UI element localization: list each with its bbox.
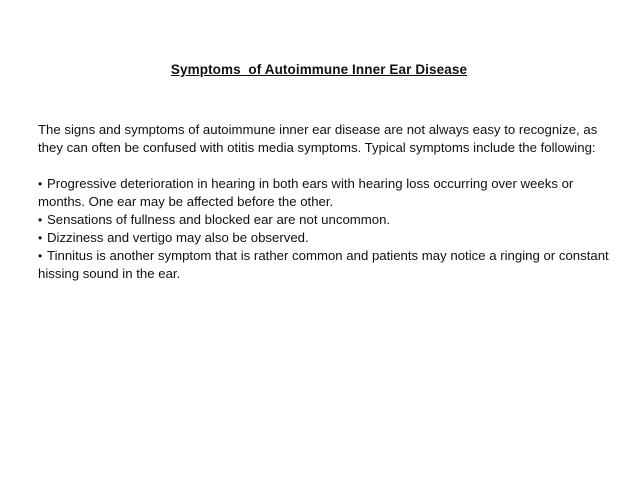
symptom-list (38, 175, 610, 283)
bullet-icon: • (38, 213, 43, 227)
list-item-text: Tinnitus is another symptom that is rather common and patients may notice a ringing or constant hissing sound in the ear. (38, 248, 609, 281)
list-item-text: Progressive deterioration in hearing in both ears with hearing loss occurring over weeks or months. One ear may be affected before the other. (38, 176, 574, 209)
intro-paragraph: The signs and symptoms of autoimmune inner ear disease are not always easy to recognize, as they can often be confused with otitis media symptoms. Typical symptoms include the following: (38, 122, 598, 155)
bullet-icon: • (38, 231, 43, 245)
list-item (38, 175, 610, 211)
slide-body (38, 121, 610, 283)
bullet-icon: • (38, 177, 43, 191)
list-item (38, 247, 610, 283)
bullet-icon: • (38, 249, 43, 263)
list-item-text: Dizziness and vertigo may also be observed. (47, 230, 309, 245)
list-item (38, 229, 610, 247)
list-item (38, 211, 610, 229)
slide-title: Symptoms of Autoimmune Inner Ear Disease (170, 62, 468, 77)
list-item-text: Sensations of fullness and blocked ear are not uncommon. (47, 212, 391, 227)
